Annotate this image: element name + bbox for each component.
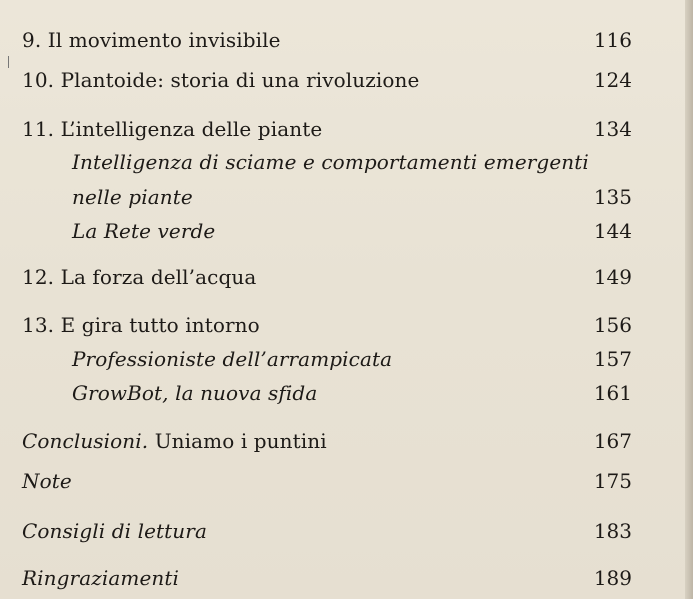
- toc-entry-page: 167: [593, 429, 632, 453]
- toc-entry-ringraziamenti: [22, 561, 632, 595]
- toc-entry-page: 134: [593, 117, 632, 141]
- toc-entry-page: 124: [593, 68, 632, 92]
- toc-entry-page: 116: [593, 28, 632, 52]
- toc-subentry-growbot: [22, 376, 632, 410]
- toc-entry-title: 11. L’intelligenza delle piante: [22, 117, 323, 141]
- toc-entry-chapter-11: [22, 112, 632, 146]
- toc-entry-page: 157: [593, 347, 632, 371]
- toc-entry-page: 175: [593, 469, 632, 493]
- toc-entry-chapter-12: [22, 260, 632, 294]
- page-edge: [685, 0, 693, 599]
- toc-entry-conclusioni: [22, 424, 632, 458]
- toc-entry-title: 13. E gira tutto intorno: [22, 313, 260, 337]
- toc-entry-title: Note: [22, 469, 72, 493]
- toc-entry-page: 135: [593, 185, 632, 209]
- toc-entry-page: 144: [593, 219, 632, 243]
- toc-subentry-sciame-line-2: [22, 180, 632, 214]
- toc-entry-note: [22, 464, 632, 498]
- toc-subentry-title: Intelligenza di sciame e comportamenti emergenti: [72, 150, 589, 174]
- toc-subentry-title: La Rete verde: [72, 219, 216, 243]
- toc-entry-page: 149: [593, 265, 632, 289]
- margin-mark: [8, 56, 9, 68]
- toc-entry-title-italic: Conclusioni.: [22, 429, 149, 453]
- toc-entry-chapter-9: [22, 23, 632, 57]
- toc-entry-title-rest: Uniamo i puntini: [148, 429, 327, 453]
- toc-entry-consigli: [22, 514, 632, 548]
- toc-entry-page: 183: [593, 519, 632, 543]
- toc-entry-title: Consigli di lettura: [22, 519, 207, 543]
- toc-subentry-title: GrowBot, la nuova sfida: [72, 381, 318, 405]
- toc-entry-title: 12. La forza dell’acqua: [22, 265, 257, 289]
- toc-entry-page: 189: [593, 566, 632, 590]
- toc-entry-title: [22, 424, 327, 458]
- toc-subentry-sciame-line-1: [22, 145, 632, 179]
- toc-subentry-arrampicata: [22, 342, 632, 376]
- toc-entry-title: 9. Il movimento invisibile: [22, 28, 281, 52]
- toc-subentry-rete-verde: [22, 214, 632, 248]
- toc-entry-title: Ringraziamenti: [22, 566, 179, 590]
- toc-entry-chapter-10: [22, 63, 632, 97]
- toc-entry-chapter-13: [22, 308, 632, 342]
- toc-entry-page: 161: [593, 381, 632, 405]
- toc-subentry-title: Professioniste dell’arrampicata: [72, 347, 393, 371]
- toc-subentry-title: nelle piante: [72, 185, 193, 209]
- toc-entry-title: 10. Plantoide: storia di una rivoluzione: [22, 68, 420, 92]
- toc-entry-page: 156: [593, 313, 632, 337]
- table-of-contents: [22, 0, 632, 599]
